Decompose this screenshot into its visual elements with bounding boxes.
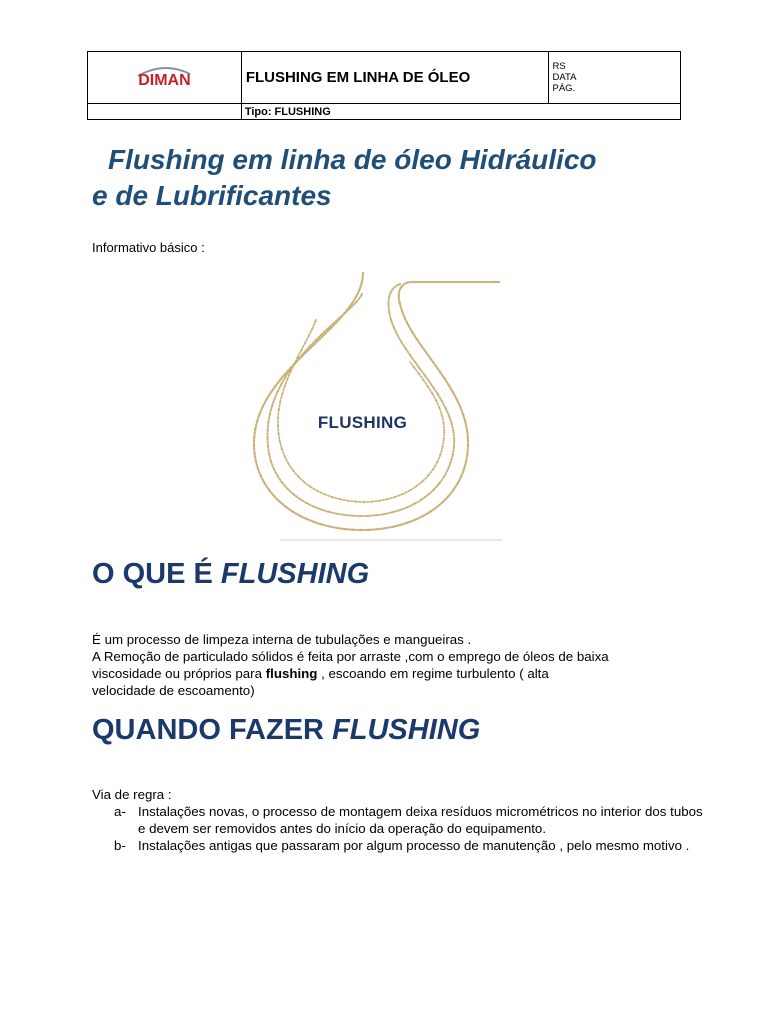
header-table <box>87 51 681 120</box>
section1-line-3-pre: viscosidade ou próprios para <box>92 666 266 681</box>
tipo-spacer <box>88 104 242 120</box>
list-item <box>92 804 712 837</box>
section1-heading-plain: O QUE É <box>92 558 221 590</box>
section2-intro: Via de regra : <box>92 787 172 802</box>
header-title: FLUSHING EM LINHA DE ÓLEO <box>241 52 548 104</box>
section2-heading-italic: FLUSHING <box>332 714 481 746</box>
flushing-drop-image <box>250 268 506 546</box>
list-item-text: Instalações antigas que passaram por algum processo de manutenção , pelo mesmo motivo . <box>138 838 690 853</box>
meta-pag: PÁG. <box>552 83 576 94</box>
title-line-2: e de Lubrificantes <box>92 180 332 211</box>
section2-heading-plain: QUANDO FAZER <box>92 714 333 746</box>
meta-data: DATA <box>552 72 577 83</box>
info-label: Informativo básico : <box>92 240 205 255</box>
section1-paragraph <box>92 631 712 699</box>
section1-line-3-post: , escoando em regime turbulento ( alta <box>317 666 549 681</box>
list-item-text: Instalações novas, o processo de montagem deixa resíduos micrométricos no interior dos tubos e devem ser removidos antes do início da operação do equipamento. <box>138 804 703 836</box>
section1-heading-italic: FLUSHING <box>220 558 370 590</box>
list-item-marker: a- <box>114 804 126 819</box>
company-logo <box>128 65 200 91</box>
section1-line-1: É um processo de limpeza interna de tubulações e mangueiras . <box>92 632 472 647</box>
title-line-1: Flushing em linha de óleo Hidráulico <box>108 144 597 175</box>
drop-label: FLUSHING <box>317 413 408 432</box>
list-item <box>92 838 712 855</box>
section1-line-2: A Remoção de particulado sólidos é feita por arraste ,com o emprego de óleos de baixa <box>92 649 609 664</box>
section2-list <box>92 804 712 856</box>
logo-cell <box>88 52 242 104</box>
section-heading-when <box>92 714 480 747</box>
section1-line-4: velocidade de escoamento) <box>92 683 255 698</box>
meta-rs: RS <box>552 61 566 72</box>
document-title <box>92 142 732 214</box>
header-meta <box>548 52 681 104</box>
logo-text: DIMAN <box>138 72 191 89</box>
list-item-marker: b- <box>114 838 126 853</box>
section-heading-what-is <box>92 558 369 591</box>
oil-drop-icon <box>250 268 506 546</box>
section1-line-3-bold: flushing <box>265 666 318 681</box>
header-tipo: Tipo: FLUSHING <box>241 104 680 120</box>
